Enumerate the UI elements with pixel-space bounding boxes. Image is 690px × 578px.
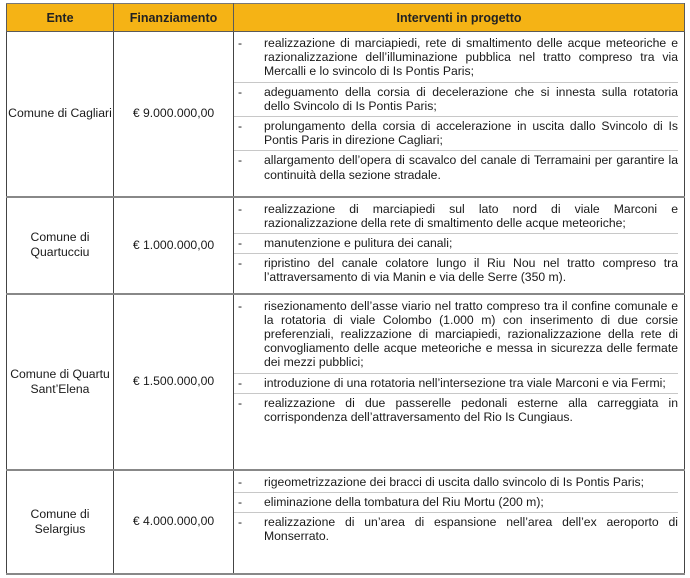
list-item xyxy=(234,494,678,513)
list-item xyxy=(234,152,678,184)
dash-bullet-icon: - xyxy=(238,494,243,509)
dash-bullet-icon: - xyxy=(238,474,243,489)
list-item xyxy=(234,201,678,234)
intervento-text: adeguamento della corsia di decelerazione che si innesta sulla rotatoria dello Svincolo di Is Pontis Paris; xyxy=(264,84,678,113)
table-row xyxy=(7,32,685,197)
dash-bullet-icon: - xyxy=(238,36,243,50)
intervento-text: ripristino del canale colatore lungo il Riu Nou nel tratto compreso tra l’attraversamento di via Manin e via delle Serre (350 m). xyxy=(264,256,678,285)
ente-cell: Comune di Selargius xyxy=(7,470,114,574)
interventi-cell xyxy=(234,294,685,470)
list-item xyxy=(234,474,678,493)
list-item xyxy=(234,35,678,83)
table-row xyxy=(7,294,685,470)
interventi-list xyxy=(234,298,678,428)
header-ente: Ente xyxy=(7,4,114,32)
dash-bullet-icon: - xyxy=(238,153,243,168)
list-item xyxy=(234,118,678,151)
intervento-text: risezionamento dell’asse viario nel tratto compreso tra il confine comunale e la rotatoria di viale Colombo (1.000 m) con inserimento di due corsie preferenziali, realizzazione di marciapiedi, razionalizzazione della rete di convogliamento delle acque meteoriche e messa in sicurezza delle fermate dei mezzi pubblici; xyxy=(264,298,678,370)
interventi-list xyxy=(234,201,678,288)
table-body xyxy=(7,32,685,574)
ente-cell: Comune di Quartu Sant’Elena xyxy=(7,294,114,470)
intervento-text: realizzazione di un’area di espansione nell’area dell’ex aeroporto di Monserrato. xyxy=(264,514,678,544)
finanziamento-cell: € 1.000.000,00 xyxy=(114,197,234,294)
intervento-text: realizzazione di due passerelle pedonali esterne alla carreggiata in corrispondenza dell’attraversamento del Rio Is Cungiaus. xyxy=(264,395,678,424)
intervento-text: allargamento dell’opera di scavalco del canale di Terramaini per garantire la continuità della sezione stradale. xyxy=(264,153,678,182)
dash-bullet-icon: - xyxy=(238,119,243,134)
intervento-text: rigeometrizzazione dei bracci di uscita dallo svincolo di Is Pontis Paris; xyxy=(264,474,645,489)
ente-cell: Comune di Cagliari xyxy=(7,32,114,197)
intervento-text: introduzione di una rotatoria nell’intersezione tra viale Marconi e via Fermi; xyxy=(264,375,666,390)
header-interventi: Interventi in progetto xyxy=(234,4,685,32)
interventi-cell xyxy=(234,197,685,294)
header-row xyxy=(7,4,685,32)
table-row xyxy=(7,197,685,294)
intervento-text: eliminazione della tombatura del Riu Mortu (200 m); xyxy=(264,494,544,509)
intervento-text: manutenzione e pulitura dei canali; xyxy=(264,235,453,250)
intervento-text: realizzazione di marciapiedi sul lato nord di viale Marconi e razionalizzazione della rete di smaltimento delle acque meteoriche; xyxy=(264,201,678,230)
header-finanziamento: Finanziamento xyxy=(114,4,234,32)
dash-bullet-icon: - xyxy=(238,84,243,99)
list-item xyxy=(234,375,678,394)
dash-bullet-icon: - xyxy=(238,201,243,216)
list-item xyxy=(234,298,678,374)
interventi-cell xyxy=(234,470,685,574)
dash-bullet-icon: - xyxy=(238,514,243,529)
table-row xyxy=(7,470,685,574)
dash-bullet-icon: - xyxy=(238,256,243,271)
finanziamento-cell: € 4.000.000,00 xyxy=(114,470,234,574)
finanziamento-cell: € 9.000.000,00 xyxy=(114,32,234,197)
list-item xyxy=(234,235,678,254)
interventi-list xyxy=(234,35,678,185)
dash-bullet-icon: - xyxy=(238,298,243,313)
intervento-text: realizzazione di marciapiedi, rete di smaltimento delle acque meteoriche e razionalizzazione dell’illuminazione pubblica nel tratto compreso tra via Mercalli e lo svincolo di Is Pontis Paris; xyxy=(264,36,678,79)
interventions-table xyxy=(6,3,685,575)
list-item xyxy=(234,255,678,287)
interventi-cell xyxy=(234,32,685,197)
ente-cell: Comune di Quartucciu xyxy=(7,197,114,294)
list-item xyxy=(234,514,678,546)
intervento-text: prolungamento della corsia di accelerazione in uscita dallo Svincolo di Is Pontis Paris in direzione Cagliari; xyxy=(264,119,678,148)
list-item xyxy=(234,84,678,117)
finanziamento-cell: € 1.500.000,00 xyxy=(114,294,234,470)
dash-bullet-icon: - xyxy=(238,235,243,250)
interventi-list xyxy=(234,474,678,547)
list-item xyxy=(234,395,678,427)
dash-bullet-icon: - xyxy=(238,395,243,410)
dash-bullet-icon: - xyxy=(238,375,243,390)
